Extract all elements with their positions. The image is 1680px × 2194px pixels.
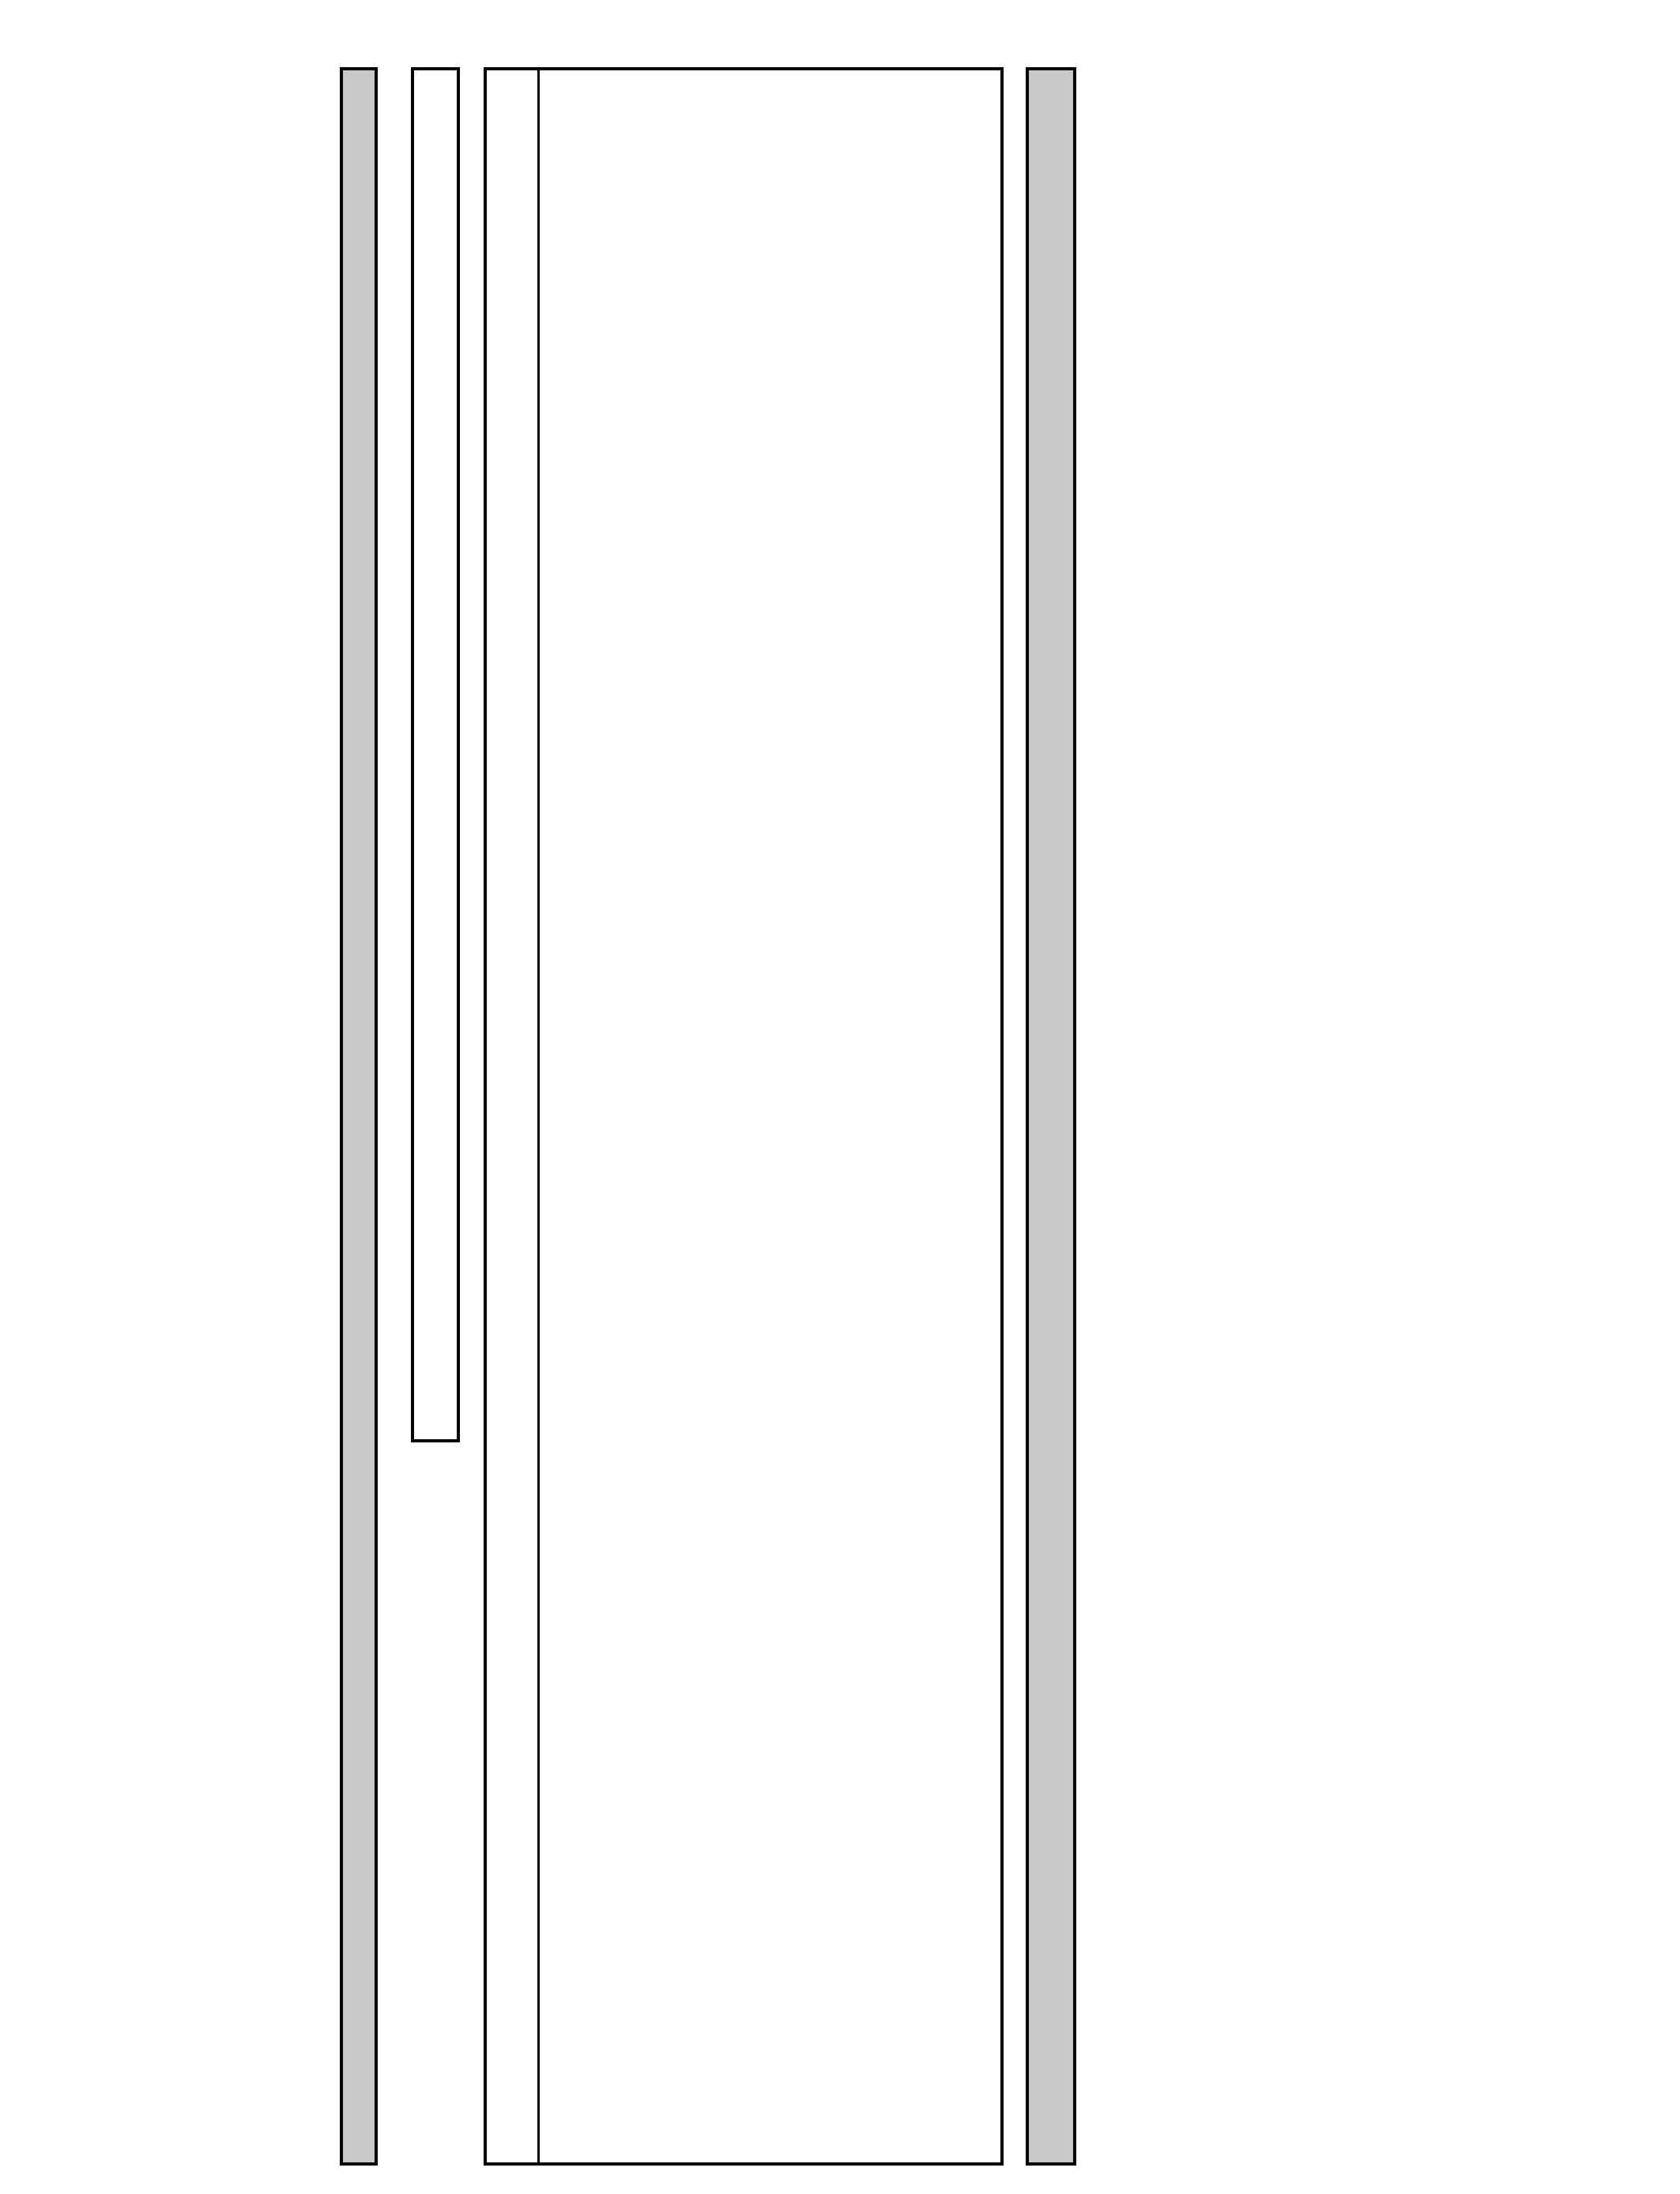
libradas-divider: [537, 67, 540, 2166]
rotated-page: [0, 47, 1680, 2181]
year-header-box: [411, 67, 460, 1442]
section-header-bar: [340, 67, 378, 2166]
totals-box: [1026, 67, 1076, 2166]
main-table-box: [484, 67, 1004, 2166]
